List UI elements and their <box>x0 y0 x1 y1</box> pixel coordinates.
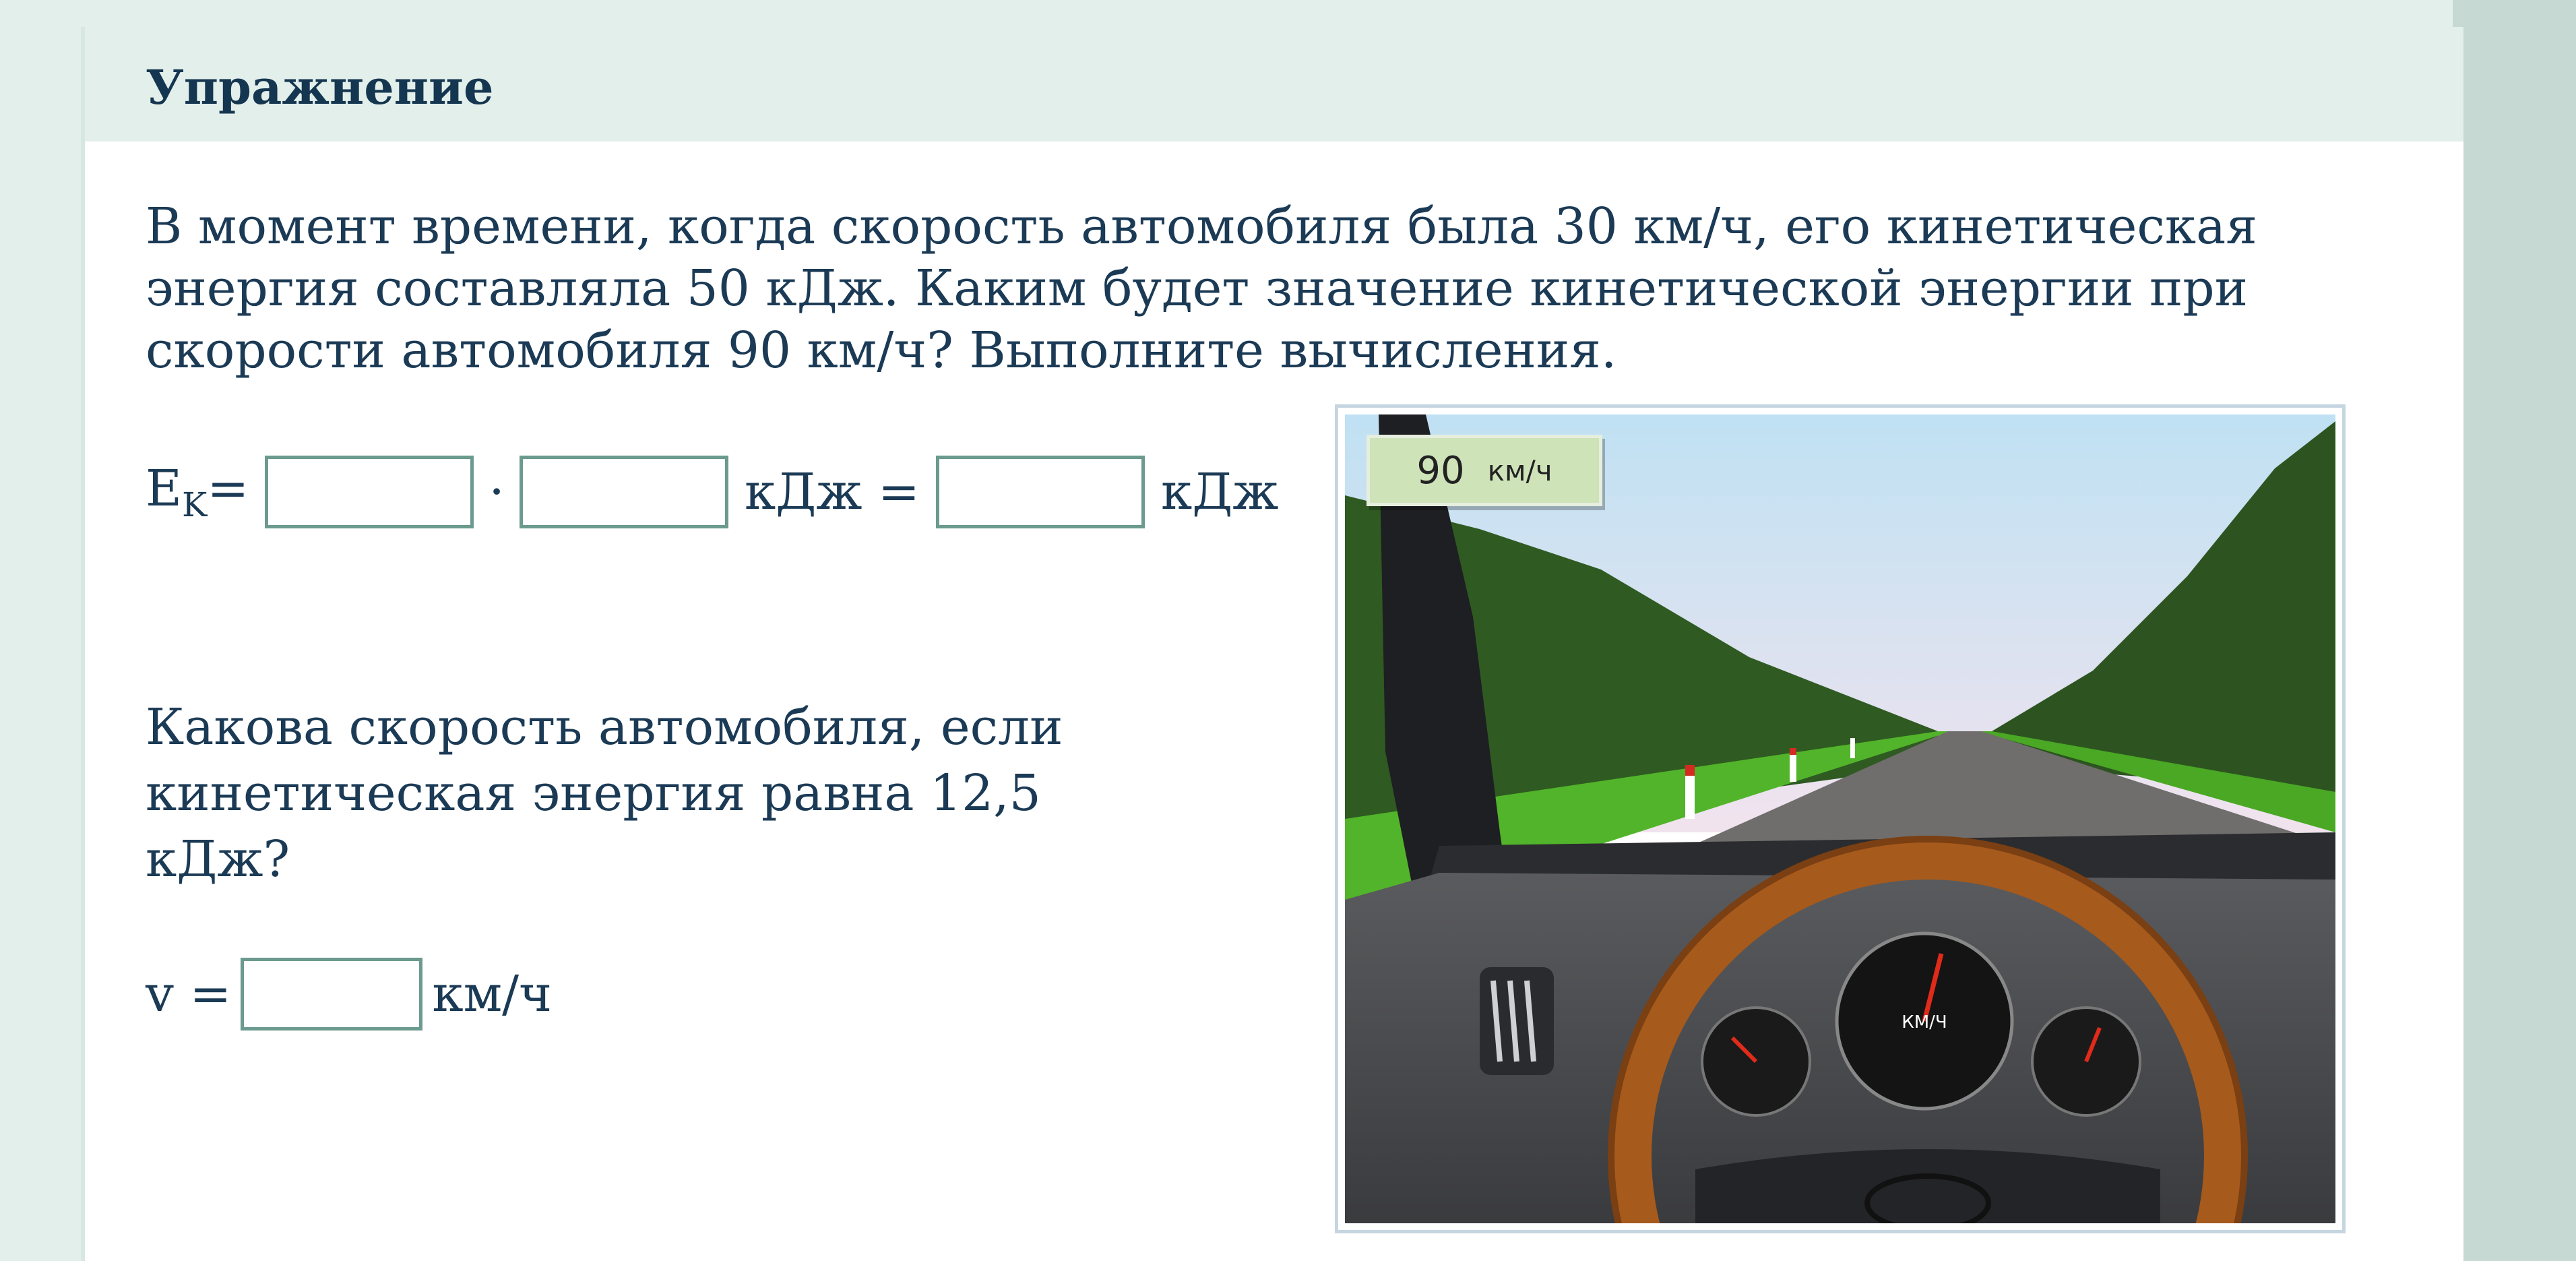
speed-unit: км/ч <box>1487 454 1552 487</box>
energy-factor-input-2[interactable] <box>520 456 728 528</box>
wheel-hub <box>1695 1149 2160 1223</box>
velocity-input[interactable] <box>241 958 422 1031</box>
gauge-unit-label: КМ/Ч <box>1902 1012 1947 1033</box>
velocity-answer-row <box>146 950 552 1038</box>
car-dashboard-illustration <box>1335 404 2346 1233</box>
exercise-prompt: В момент времени, когда скорость автомобиля была 30 км/ч, его кинетическая энергия составляла 50 кДж. Каким будет значение кинетической энергии при скорости автомобиля 90 км/ч? Выполните вычисления. <box>146 197 2257 379</box>
energy-factor-input-1[interactable] <box>265 456 474 528</box>
card-header <box>85 27 2463 142</box>
exercise-title: Упражнение <box>146 59 494 115</box>
energy-symbol: $E_K=$ <box>146 460 249 524</box>
velocity-unit: км/ч <box>432 965 553 1023</box>
air-vent <box>1480 967 1554 1075</box>
exercise-card <box>81 27 2463 1261</box>
velocity-label: v = <box>146 965 232 1023</box>
speed-badge <box>1366 435 1602 506</box>
energy-formula <box>146 445 1285 539</box>
speed-question: Какова скорость автомобиля, если кинетическая энергия равна 12,5 кДж? <box>146 698 1063 888</box>
unit-kj-equals: кДж = <box>744 463 920 521</box>
driver-view-image <box>1345 414 2335 1223</box>
multiply-sign: · <box>489 463 505 521</box>
energy-result-input[interactable] <box>936 456 1145 528</box>
speed-value: 90 <box>1416 448 1465 493</box>
frame-right-edge <box>2453 0 2576 1261</box>
unit-kj: кДж <box>1160 463 1279 521</box>
road-post-stripe <box>1685 765 1695 776</box>
road-post-stripe <box>1790 748 1796 755</box>
road-post <box>1850 738 1855 758</box>
